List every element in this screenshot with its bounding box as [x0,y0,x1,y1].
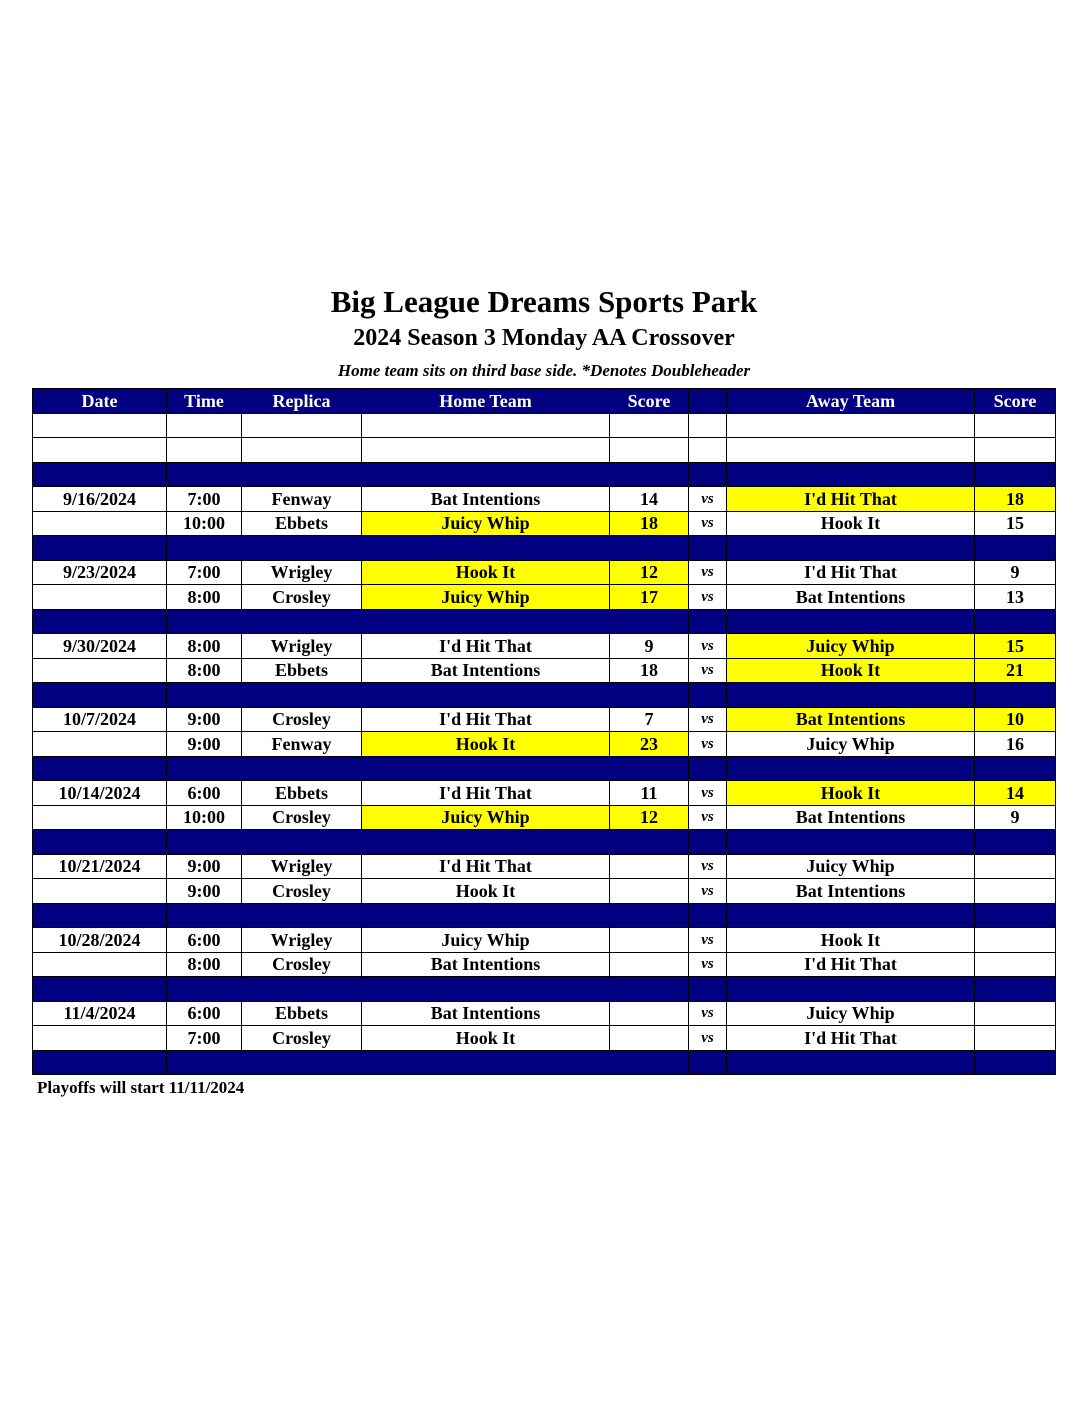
schedule-body [33,413,1056,1075]
vs-cell: vs [689,781,727,806]
time-cell [167,413,242,438]
away-team-cell [727,830,975,855]
away-team-cell [727,1050,975,1075]
away-team-cell: Bat Intentions [727,805,975,830]
home-score-cell: 18 [610,658,689,683]
separator-row [33,609,1056,634]
home-team-cell [362,438,610,463]
table-row [33,487,1056,512]
date-cell: 10/28/2024 [33,928,167,953]
home-score-cell [610,830,689,855]
column-header-date: Date [33,389,167,414]
away-score-cell: 16 [975,732,1056,757]
home-score-cell [610,977,689,1002]
away-score-cell: 15 [975,511,1056,536]
time-cell: 9:00 [167,879,242,904]
replica-cell [242,830,362,855]
vs-cell: vs [689,854,727,879]
home-score-cell: 12 [610,805,689,830]
date-cell [33,462,167,487]
separator-row [33,903,1056,928]
home-team-cell [362,413,610,438]
vs-cell: vs [689,511,727,536]
home-team-cell [362,536,610,561]
vs-cell [689,830,727,855]
replica-cell [242,462,362,487]
table-row [33,560,1056,585]
column-header-away-team: Away Team [727,389,975,414]
date-cell: 10/21/2024 [33,854,167,879]
home-team-cell: Bat Intentions [362,1001,610,1026]
table-row [33,585,1056,610]
away-score-cell [975,413,1056,438]
home-score-cell: 12 [610,560,689,585]
vs-cell [689,462,727,487]
away-score-cell [975,462,1056,487]
vs-cell: vs [689,952,727,977]
away-team-cell: I'd Hit That [727,560,975,585]
vs-cell: vs [689,585,727,610]
vs-cell: vs [689,634,727,659]
replica-cell: Ebbets [242,511,362,536]
time-cell: 10:00 [167,805,242,830]
vs-cell [689,977,727,1002]
separator-row [33,462,1056,487]
away-score-cell [975,928,1056,953]
column-header-time: Time [167,389,242,414]
vs-cell: vs [689,732,727,757]
away-score-cell [975,854,1056,879]
vs-cell: vs [689,879,727,904]
date-cell [33,683,167,708]
home-team-cell: Hook It [362,560,610,585]
replica-cell: Wrigley [242,560,362,585]
blank-row [33,413,1056,438]
home-team-cell: I'd Hit That [362,781,610,806]
date-cell [33,756,167,781]
time-cell [167,683,242,708]
vs-cell: vs [689,707,727,732]
home-team-cell: Hook It [362,732,610,757]
replica-cell: Crosley [242,879,362,904]
home-team-cell [362,462,610,487]
away-score-cell [975,1026,1056,1051]
time-cell: 8:00 [167,658,242,683]
away-team-cell: Hook It [727,781,975,806]
away-score-cell: 13 [975,585,1056,610]
home-score-cell [610,756,689,781]
home-score-cell: 11 [610,781,689,806]
away-team-cell: Juicy Whip [727,732,975,757]
away-score-cell: 21 [975,658,1056,683]
playoffs-note: Playoffs will start 11/11/2024 [37,1078,245,1097]
away-score-cell [975,536,1056,561]
date-cell: 9/30/2024 [33,634,167,659]
vs-cell: vs [689,1026,727,1051]
home-team-cell: I'd Hit That [362,854,610,879]
home-score-cell: 17 [610,585,689,610]
vs-cell [689,756,727,781]
home-score-cell [610,413,689,438]
separator-row [33,1050,1056,1075]
away-team-cell [727,683,975,708]
home-score-cell [610,609,689,634]
vs-cell: vs [689,805,727,830]
vs-cell: vs [689,928,727,953]
table-header-row [33,389,1056,414]
home-team-cell [362,977,610,1002]
replica-cell [242,609,362,634]
schedule-table [32,388,1056,1075]
replica-cell: Crosley [242,805,362,830]
home-score-cell [610,1001,689,1026]
replica-cell [242,1050,362,1075]
away-score-cell [975,830,1056,855]
date-cell [33,977,167,1002]
away-score-cell [975,438,1056,463]
home-team-cell: Bat Intentions [362,658,610,683]
date-cell [33,903,167,928]
table-row [33,952,1056,977]
replica-cell: Crosley [242,952,362,977]
vs-cell [689,609,727,634]
time-cell: 8:00 [167,952,242,977]
away-team-cell [727,977,975,1002]
vs-cell [689,1050,727,1075]
home-team-cell: Hook It [362,1026,610,1051]
page-note: Home team sits on third base side. *Denotes Doubleheader [337,361,751,380]
away-team-cell: I'd Hit That [727,487,975,512]
away-team-cell: Hook It [727,658,975,683]
date-cell [33,658,167,683]
away-team-cell: Hook It [727,928,975,953]
time-cell: 10:00 [167,511,242,536]
separator-row [33,977,1056,1002]
replica-cell [242,756,362,781]
home-score-cell [610,903,689,928]
table-row [33,854,1056,879]
time-cell: 6:00 [167,928,242,953]
date-cell [33,1026,167,1051]
time-cell: 6:00 [167,781,242,806]
away-team-cell: Bat Intentions [727,585,975,610]
separator-row [33,683,1056,708]
home-team-cell [362,903,610,928]
home-team-cell: Juicy Whip [362,585,610,610]
date-cell: 9/16/2024 [33,487,167,512]
replica-cell: Fenway [242,487,362,512]
time-cell: 9:00 [167,707,242,732]
away-score-cell: 10 [975,707,1056,732]
away-team-cell [727,756,975,781]
page-subtitle: 2024 Season 3 Monday AA Crossover [353,325,735,351]
away-team-cell [727,462,975,487]
date-cell [33,413,167,438]
table-row [33,928,1056,953]
home-team-cell [362,1050,610,1075]
date-cell [33,536,167,561]
away-team-cell [727,536,975,561]
vs-cell [689,536,727,561]
home-team-cell [362,609,610,634]
home-score-cell: 23 [610,732,689,757]
vs-cell [689,903,727,928]
home-score-cell [610,952,689,977]
date-cell [33,609,167,634]
time-cell [167,536,242,561]
home-team-cell: Bat Intentions [362,952,610,977]
replica-cell: Wrigley [242,854,362,879]
vs-cell: vs [689,487,727,512]
table-row [33,781,1056,806]
away-score-cell [975,903,1056,928]
home-score-cell: 7 [610,707,689,732]
date-cell [33,952,167,977]
replica-cell [242,903,362,928]
away-team-cell: Juicy Whip [727,634,975,659]
away-team-cell: Bat Intentions [727,707,975,732]
away-score-cell [975,683,1056,708]
time-cell: 9:00 [167,854,242,879]
column-header-replica: Replica [242,389,362,414]
time-cell: 6:00 [167,1001,242,1026]
away-score-cell [975,1001,1056,1026]
home-score-cell [610,928,689,953]
replica-cell [242,438,362,463]
home-team-cell: Juicy Whip [362,511,610,536]
time-cell [167,830,242,855]
away-score-cell [975,977,1056,1002]
replica-cell [242,977,362,1002]
home-team-cell: Bat Intentions [362,487,610,512]
table-row [33,879,1056,904]
away-score-cell [975,879,1056,904]
away-team-cell: Juicy Whip [727,854,975,879]
home-team-cell [362,830,610,855]
home-score-cell [610,1026,689,1051]
home-team-cell [362,756,610,781]
vs-cell [689,683,727,708]
date-cell: 10/14/2024 [33,781,167,806]
away-team-cell: I'd Hit That [727,1026,975,1051]
time-cell: 8:00 [167,634,242,659]
away-team-cell: I'd Hit That [727,952,975,977]
time-cell: 9:00 [167,732,242,757]
time-cell: 7:00 [167,487,242,512]
date-cell [33,511,167,536]
replica-cell: Ebbets [242,658,362,683]
away-score-cell: 18 [975,487,1056,512]
time-cell [167,462,242,487]
time-cell [167,609,242,634]
replica-cell [242,413,362,438]
table-row [33,634,1056,659]
home-score-cell [610,1050,689,1075]
home-score-cell [610,879,689,904]
time-cell [167,756,242,781]
home-score-cell [610,536,689,561]
away-score-cell [975,756,1056,781]
blank-row [33,438,1056,463]
column-header-home-score: Score [610,389,689,414]
separator-row [33,536,1056,561]
date-cell [33,438,167,463]
away-team-cell [727,438,975,463]
home-team-cell: I'd Hit That [362,634,610,659]
away-score-cell [975,952,1056,977]
time-cell [167,977,242,1002]
table-row [33,658,1056,683]
home-team-cell: I'd Hit That [362,707,610,732]
time-cell: 7:00 [167,560,242,585]
away-team-cell [727,413,975,438]
replica-cell [242,536,362,561]
date-cell [33,805,167,830]
vs-cell: vs [689,560,727,585]
vs-cell: vs [689,1001,727,1026]
away-score-cell [975,609,1056,634]
table-row [33,707,1056,732]
replica-cell: Wrigley [242,634,362,659]
home-score-cell [610,683,689,708]
table-row [33,805,1056,830]
home-score-cell [610,854,689,879]
date-cell [33,879,167,904]
date-cell: 9/23/2024 [33,560,167,585]
column-header-vs [689,389,727,414]
date-cell: 11/4/2024 [33,1001,167,1026]
time-cell [167,438,242,463]
away-score-cell: 14 [975,781,1056,806]
home-team-cell: Juicy Whip [362,805,610,830]
replica-cell [242,683,362,708]
replica-cell: Wrigley [242,928,362,953]
away-score-cell: 9 [975,805,1056,830]
table-row [33,511,1056,536]
column-header-away-score: Score [975,389,1056,414]
replica-cell: Crosley [242,707,362,732]
page-title: Big League Dreams Sports Park [330,284,758,319]
vs-cell [689,413,727,438]
table-row [33,732,1056,757]
date-cell [33,732,167,757]
column-header-home-team: Home Team [362,389,610,414]
table-row [33,1026,1056,1051]
away-team-cell [727,609,975,634]
away-team-cell: Bat Intentions [727,879,975,904]
vs-cell [689,438,727,463]
separator-row [33,830,1056,855]
time-cell [167,903,242,928]
home-score-cell [610,462,689,487]
replica-cell: Crosley [242,585,362,610]
date-cell [33,585,167,610]
home-team-cell: Hook It [362,879,610,904]
away-team-cell: Hook It [727,511,975,536]
time-cell: 7:00 [167,1026,242,1051]
date-cell: 10/7/2024 [33,707,167,732]
vs-cell: vs [689,658,727,683]
time-cell [167,1050,242,1075]
away-score-cell: 9 [975,560,1056,585]
time-cell: 8:00 [167,585,242,610]
home-score-cell: 18 [610,511,689,536]
replica-cell: Ebbets [242,781,362,806]
date-cell [33,1050,167,1075]
date-cell [33,830,167,855]
home-score-cell [610,438,689,463]
replica-cell: Crosley [242,1026,362,1051]
home-score-cell: 9 [610,634,689,659]
home-team-cell: Juicy Whip [362,928,610,953]
home-score-cell: 14 [610,487,689,512]
table-row [33,1001,1056,1026]
away-score-cell [975,1050,1056,1075]
replica-cell: Ebbets [242,1001,362,1026]
away-score-cell: 15 [975,634,1056,659]
home-team-cell [362,683,610,708]
away-team-cell [727,903,975,928]
away-team-cell: Juicy Whip [727,1001,975,1026]
separator-row [33,756,1056,781]
replica-cell: Fenway [242,732,362,757]
